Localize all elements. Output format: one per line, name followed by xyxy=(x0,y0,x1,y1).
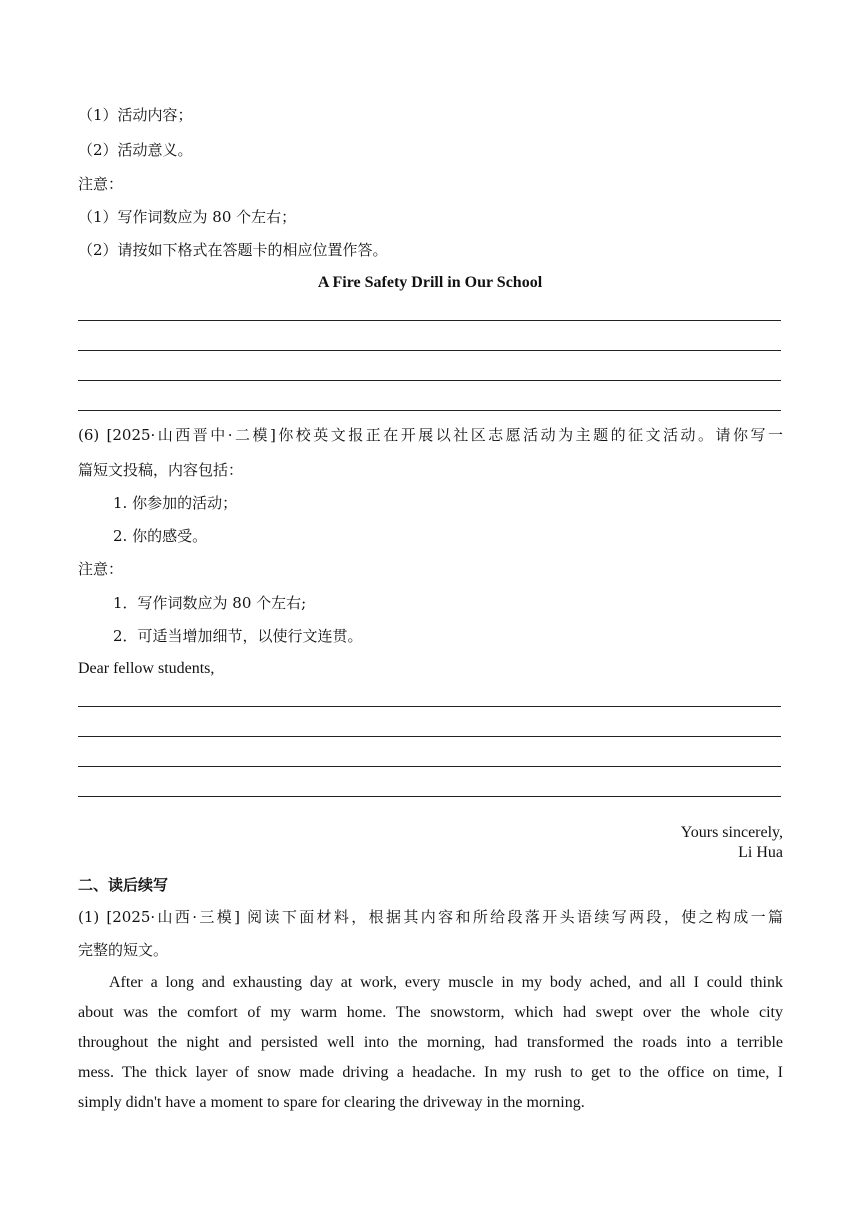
prompt-line: (1) [2025·山西·三模] 阅读下面材料，根据其内容和所给段落开头语续写两段，使之构成一篇 xyxy=(78,908,783,926)
list-item: 2. 你的感受。 xyxy=(113,527,208,545)
note-label: 注意： xyxy=(78,175,124,193)
passage-line: about was the comfort of my warm home. The snowstorm, which had swept over the whole city xyxy=(78,1004,783,1021)
salutation: Dear fellow students, xyxy=(78,660,215,677)
reading-passage xyxy=(78,968,783,1118)
prompt-line: 篇短文投稿，内容包括： xyxy=(78,461,244,479)
question-prompt xyxy=(78,420,783,450)
prompt-line: 完整的短文。 xyxy=(78,941,169,959)
answer-line xyxy=(78,796,781,797)
essay-title: A Fire Safety Drill in Our School xyxy=(317,274,543,291)
signature: Li Hua xyxy=(738,844,783,861)
answer-line xyxy=(78,736,781,737)
passage-line: simply didn't have a moment to spare for clearing the driveway in the morning. xyxy=(78,1094,585,1111)
list-item: （1）活动内容； xyxy=(78,106,193,124)
note-item: 2．可适当增加细节，以使行文连贯。 xyxy=(113,627,363,645)
note-item: 1．写作词数应为 80 个左右; xyxy=(113,594,307,612)
section-heading: 二、读后续写 xyxy=(78,876,169,894)
answer-line xyxy=(78,350,781,351)
passage-line: After a long and exhausting day at work, every muscle in my body ached, and all I could think xyxy=(109,974,783,991)
passage-line: mess. The thick layer of snow made driving a headache. In my rush to get to the office on time, I xyxy=(78,1064,783,1081)
prompt-line: (6) [2025·山西晋中·二模]你校英文报正在开展以社区志愿活动为主题的征文活动。请你写一 xyxy=(78,426,783,444)
note-item: （2）请按如下格式在答题卡的相应位置作答。 xyxy=(78,241,388,259)
closing: Yours sincerely, xyxy=(680,824,783,841)
answer-line xyxy=(78,410,781,411)
note-label: 注意： xyxy=(78,560,124,578)
answer-line xyxy=(78,380,781,381)
note-item: （1）写作词数应为 80 个左右； xyxy=(78,208,297,226)
answer-line xyxy=(78,706,781,707)
passage-line: throughout the night and persisted well into the morning, had transformed the roads into a terrible xyxy=(78,1034,783,1051)
answer-line xyxy=(78,766,781,767)
answer-line xyxy=(78,320,781,321)
list-item: 1. 你参加的活动； xyxy=(113,494,238,512)
question-prompt xyxy=(78,902,783,932)
list-item: （2）活动意义。 xyxy=(78,141,193,159)
